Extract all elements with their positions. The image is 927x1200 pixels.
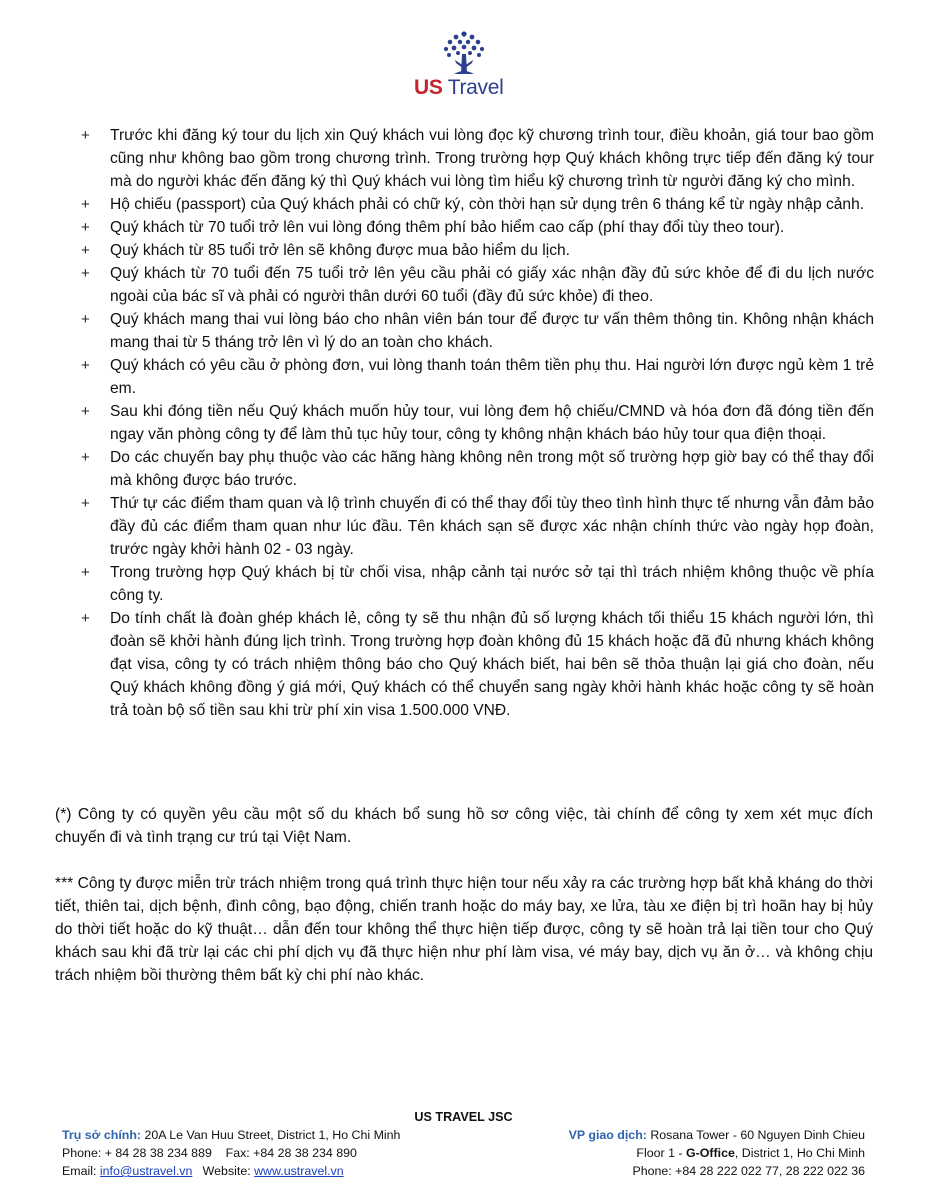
logo-wordmark	[414, 76, 504, 100]
transaction-office-label: VP giao dịch:	[568, 1128, 647, 1142]
footer-row	[62, 1144, 865, 1162]
transaction-office-phone: Phone: +84 28 222 022 77, 28 222 022 36	[632, 1164, 865, 1178]
head-office	[62, 1126, 400, 1144]
contact-links	[62, 1162, 344, 1180]
term-item: + Thứ tự các điểm tham quan và lộ trình chuyến đi có thể thay đổi tùy theo tình hình thực tế nhưng vẫn đảm bảo đầy đủ các điểm tham quan như lúc đầu. Tên khách sạn sẽ được xác nhận chính thức vào ngày họp đoàn, trước ngày khởi hành 02 - 03 ngày.	[60, 492, 874, 561]
floor-name: G-Office	[685, 1146, 735, 1160]
term-item: + Trước khi đăng ký tour du lịch xin Quý khách vui lòng đọc kỹ chương trình tour, điều khoản, giá tour bao gồm cũng như không bao gồm trong chương trình. Trong trường hợp Quý khách không trực tiếp đến đăng ký tour mà do người khác đến đăng ký thì Quý khách vui lòng tìm hiểu kỹ chương trình từ người đăng ký cho mình.	[60, 124, 874, 193]
website-label: Website:	[192, 1164, 255, 1178]
footer-row	[62, 1162, 865, 1180]
floor-suffix: , District 1, Ho Chi Minh	[734, 1146, 865, 1160]
transaction-office-floor	[636, 1144, 865, 1162]
liability-note: *** Công ty được miễn trừ trách nhiệm trong quá trình thực hiện tour nếu xảy ra các trường hợp bất khả kháng do thời tiết, thiên tai, dịch bệnh, đình công, bạo động, chiến tranh hoặc do máy bay, xe lửa, tàu xe điện bị trì hoãn hay bị hủy do thời tiết hoặc do kỹ thuật… dẫn đến tour không thể thực hiện tiếp được, công ty sẽ hoàn trả lại tiền tour cho Quý khách sau khi đã trừ lại các chi phí dịch vụ đã thực hiện như phí làm visa, vé máy bay, dịch vụ ăn ở… và không chịu trách nhiệm bồi thường thêm bất kỳ chi phí nào khác.	[55, 875, 873, 984]
term-item: + Hộ chiếu (passport) của Quý khách phải có chữ ký, còn thời hạn sử dụng trên 6 tháng kể từ ngày nhập cảnh.	[60, 193, 874, 216]
footer	[62, 1108, 865, 1180]
head-office-phone-fax: Phone: + 84 28 38 234 889 Fax: +84 28 38 234 890	[62, 1146, 357, 1160]
footer-row	[62, 1126, 865, 1144]
terms-list	[60, 124, 874, 722]
footer-company-name: US TRAVEL JSC	[414, 1110, 513, 1124]
term-item: + Quý khách từ 70 tuổi đến 75 tuổi trở lên yêu cầu phải có giấy xác nhận đầy đủ sức khỏe để đi du lịch nước ngoài của bác sĩ và phải có người thân dưới 60 tuổi (đầy đủ sức khỏe) đi theo.	[60, 262, 874, 308]
transaction-office-address: Rosana Tower - 60 Nguyen Dinh Chieu	[646, 1128, 865, 1142]
term-item: + Quý khách mang thai vui lòng báo cho nhân viên bán tour để được tư vấn thêm thông tin. Không nhận khách mang thai từ 5 tháng trở lên vì lý do an toàn cho khách.	[60, 308, 874, 354]
term-item: + Quý khách từ 85 tuổi trở lên sẽ không được mua bảo hiểm du lịch.	[60, 239, 874, 262]
term-item: + Sau khi đóng tiền nếu Quý khách muốn hủy tour, vui lòng đem hộ chiếu/CMND và hóa đơn đã đóng tiền đến ngay văn phòng công ty để làm thủ tục hủy tour, công ty không nhận khách báo hủy tour qua điện thoại.	[60, 400, 874, 446]
transaction-office	[569, 1126, 865, 1144]
head-office-label: Trụ sở chính:	[62, 1128, 142, 1142]
head-office-address: 20A Le Van Huu Street, District 1, Ho Chi Minh	[141, 1128, 401, 1142]
term-item: + Do tính chất là đoàn ghép khách lẻ, công ty sẽ thu nhận đủ số lượng khách tối thiểu 15 khách người lớn, thì đoàn sẽ khởi hành đúng lịch trình. Trong trường hợp đoàn không đủ 15 khách hoặc đã đủ nhưng khách không đạt visa, công ty có trách nhiệm thông báo cho Quý khách biết, hai bên sẽ thỏa thuận lại giá cho đoàn, nếu Quý khách không đồng ý giá mới, Quý khách có thể chuyển sang ngày khởi hành khác hoặc công ty sẽ hoàn trả toàn bộ số tiền sau khi trừ phí xin visa 1.500.000 VNĐ.	[60, 607, 874, 722]
tree-logo-icon	[442, 30, 486, 76]
logo-travel-text: Travel	[447, 76, 504, 99]
email-link[interactable]: info@ustravel.vn	[99, 1164, 193, 1178]
term-item: + Trong trường hợp Quý khách bị từ chối visa, nhập cảnh tại nước sở tại thì trách nhiệm không thuộc về phía công ty.	[60, 561, 874, 607]
term-item: + Quý khách từ 70 tuổi trở lên vui lòng đóng thêm phí bảo hiểm cao cấp (phí thay đổi tùy theo tour).	[60, 216, 874, 239]
us-travel-logo	[412, 30, 516, 100]
term-item: + Quý khách có yêu cầu ở phòng đơn, vui lòng thanh toán thêm tiền phụ thu. Hai người lớn được ngủ kèm 1 trẻ em.	[60, 354, 874, 400]
website-link[interactable]: www.ustravel.vn	[254, 1164, 344, 1178]
logo-us-text: US	[414, 76, 443, 99]
floor-prefix: Floor 1 -	[636, 1146, 686, 1160]
term-item: + Do các chuyến bay phụ thuộc vào các hãng hàng không nên trong một số trường hợp giờ bay có thể thay đổi mà không được báo trước.	[60, 446, 874, 492]
asterisk-note: (*) Công ty có quyền yêu cầu một số du khách bổ sung hồ sơ công việc, tài chính để công ty xem xét mục đích chuyến đi và tình trạng cư trú tại Việt Nam.	[55, 806, 873, 846]
email-label: Email:	[62, 1164, 100, 1178]
